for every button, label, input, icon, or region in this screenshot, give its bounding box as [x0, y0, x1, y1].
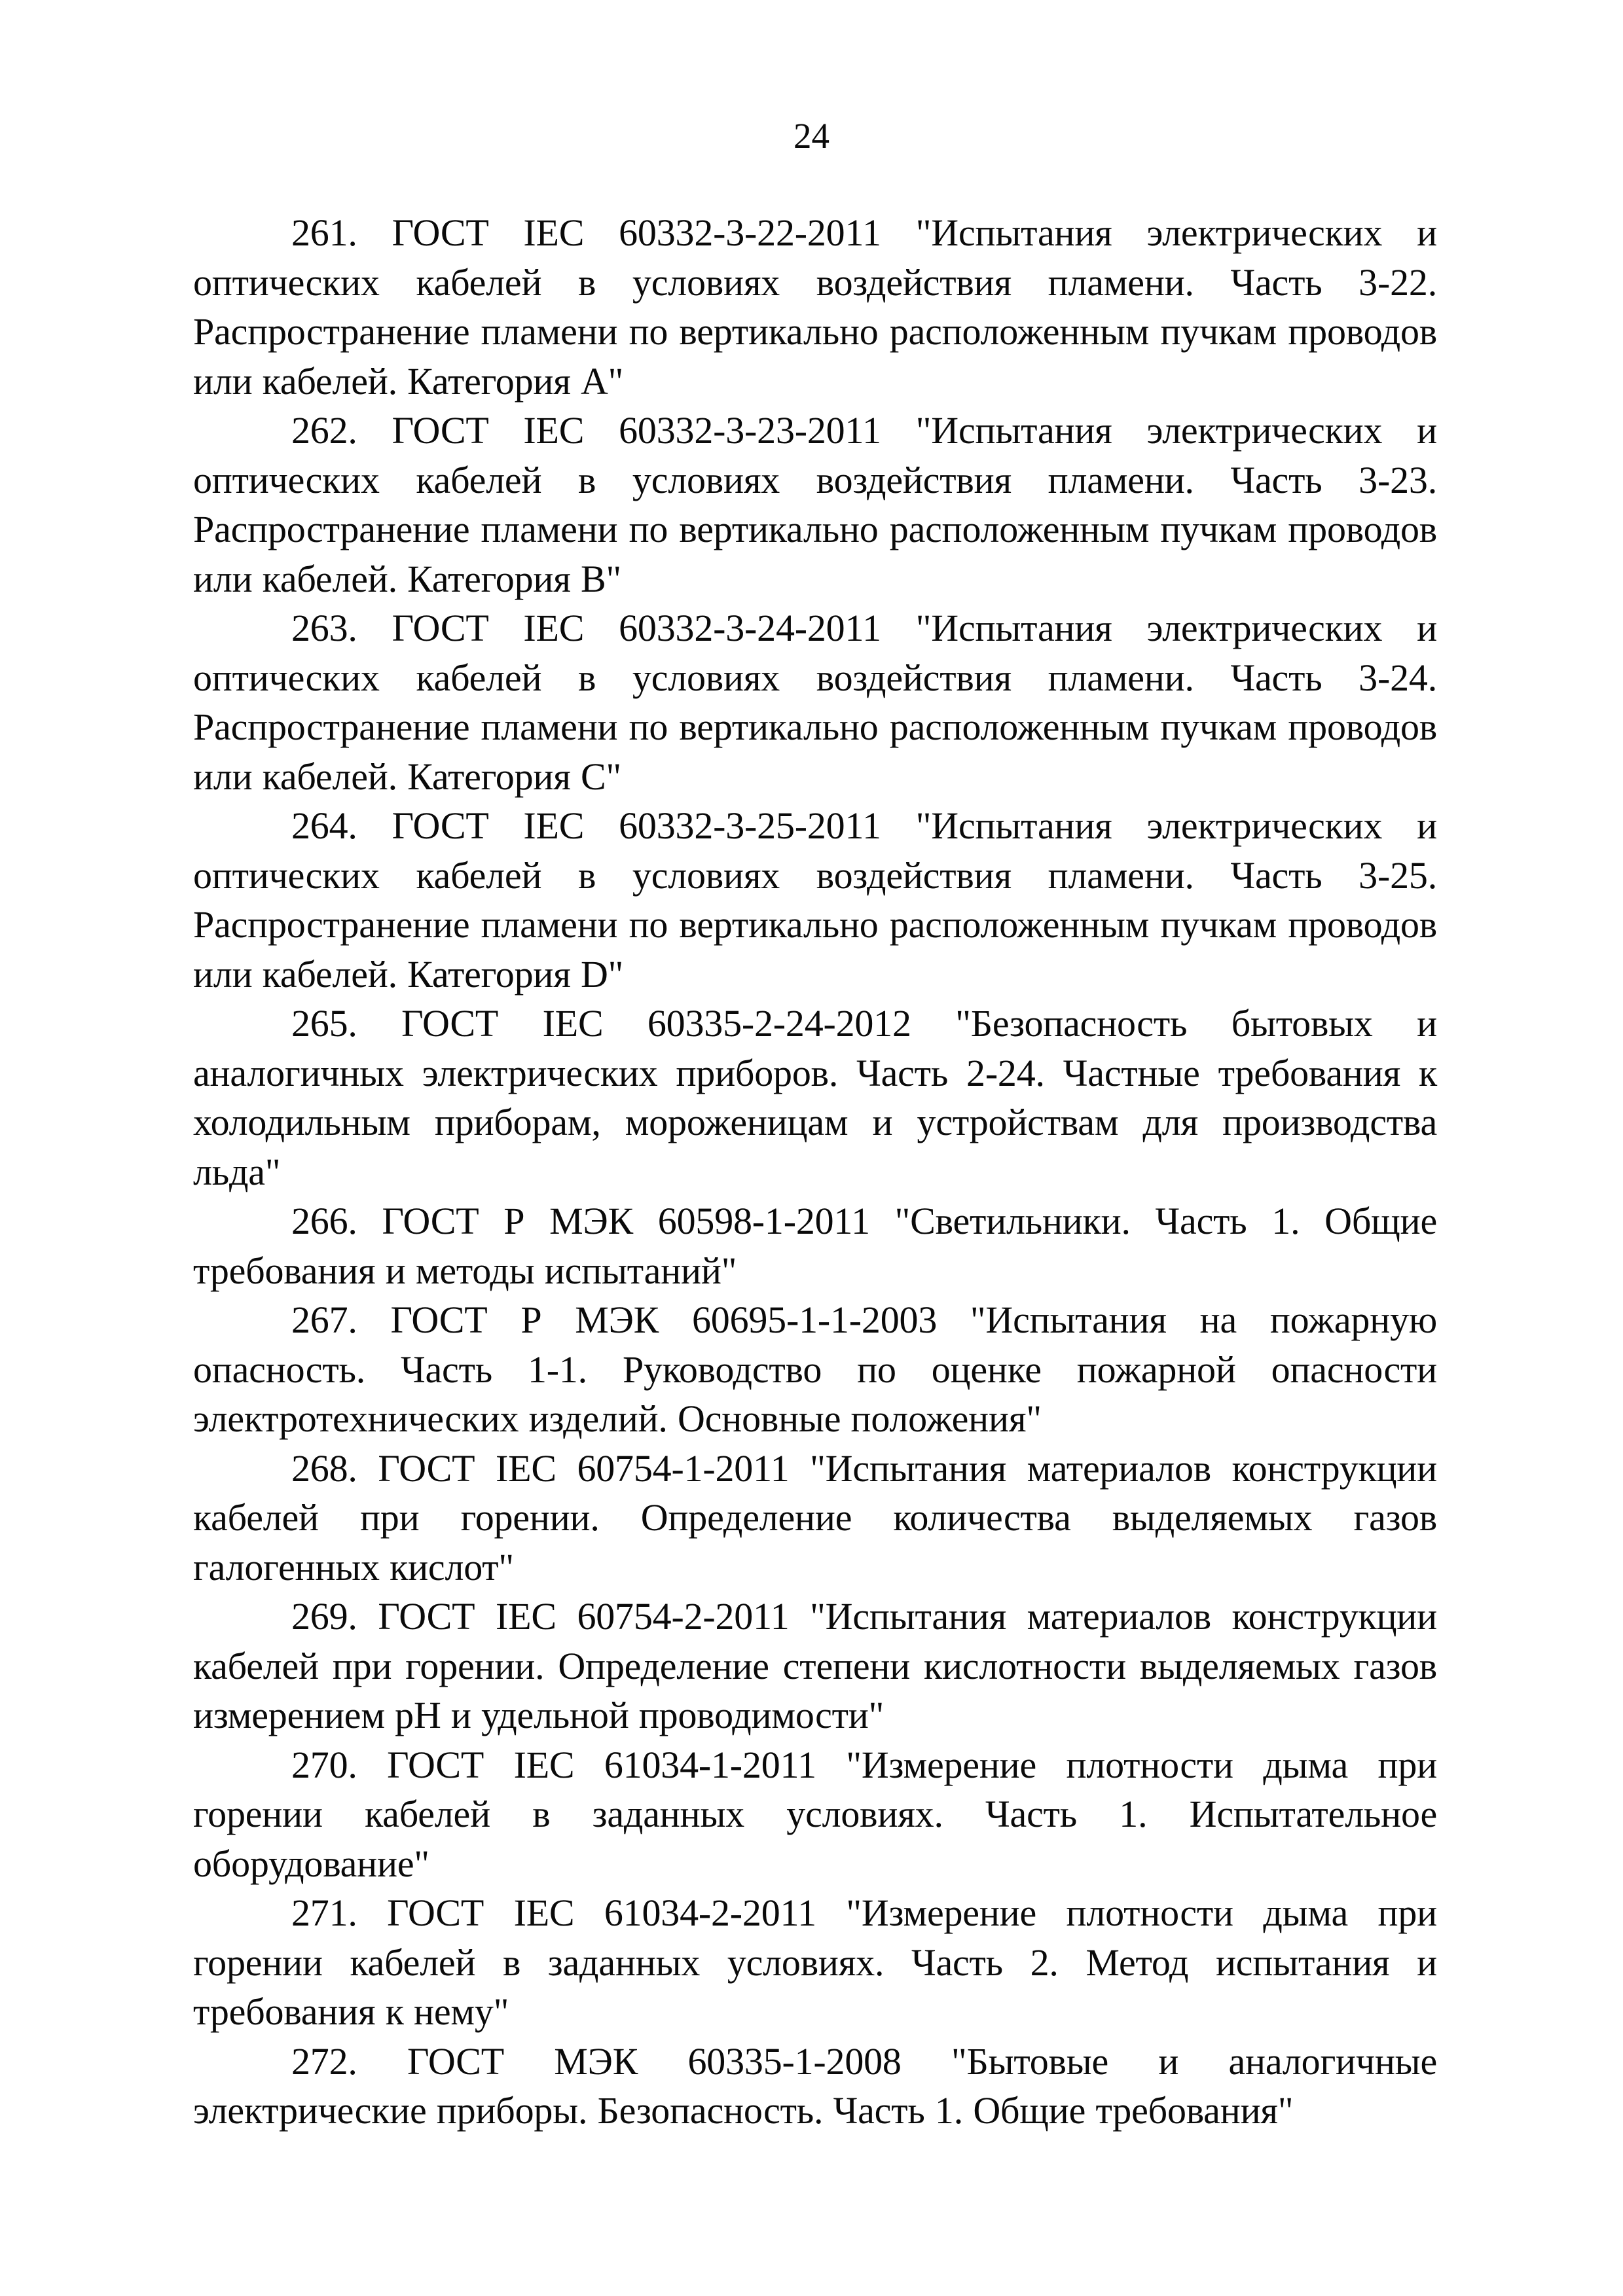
list-item: 262. ГОСТ IEC 60332-3-23-2011 "Испытания электрических и оптических кабелей в условиях воздействия пламени. Часть 3-23. Распространение пламени по вертикально расположенным пучкам проводов или кабелей. Категория B": [193, 409, 1437, 600]
list-item: 267. ГОСТ Р МЭК 60695-1-1-2003 "Испытания на пожарную опасность. Часть 1-1. Руководство по оценке пожарной опасности электротехнических изделий. Основные положения": [193, 1299, 1437, 1440]
standards-list: [193, 208, 1437, 2136]
list-item: 269. ГОСТ IEC 60754-2-2011 "Испытания материалов конструкции кабелей при горении. Определение степени кислотности выделяемых газов измерением pH и удельной проводимости": [193, 1595, 1437, 1736]
list-item: 271. ГОСТ IEC 61034-2-2011 "Измерение плотности дыма при горении кабелей в заданных условиях. Часть 2. Метод испытания и требования к нему": [193, 1892, 1437, 2033]
page-number: 24: [793, 116, 830, 156]
list-item: 266. ГОСТ Р МЭК 60598-1-2011 "Светильники. Часть 1. Общие требования и методы испытаний": [193, 1200, 1437, 1292]
list-item: 263. ГОСТ IEC 60332-3-24-2011 "Испытания электрических и оптических кабелей в условиях воздействия пламени. Часть 3-24. Распространение пламени по вертикально расположенным пучкам проводов или кабелей. Категория C": [193, 607, 1437, 798]
list-item: 264. ГОСТ IEC 60332-3-25-2011 "Испытания электрических и оптических кабелей в условиях воздействия пламени. Часть 3-25. Распространение пламени по вертикально расположенным пучкам проводов или кабелей. Категория D": [193, 804, 1437, 996]
list-item: 272. ГОСТ МЭК 60335-1-2008 "Бытовые и аналогичные электрические приборы. Безопасность. Часть 1. Общие требования": [193, 2039, 1437, 2132]
list-item: 261. ГОСТ IEC 60332-3-22-2011 "Испытания электрических и оптических кабелей в условиях воздействия пламени. Часть 3-22. Распространение пламени по вертикально расположенным пучкам проводов или кабелей. Категория A": [193, 211, 1437, 403]
list-item: 270. ГОСТ IEC 61034-1-2011 "Измерение плотности дыма при горении кабелей в заданных условиях. Часть 1. Испытательное оборудование": [193, 1743, 1437, 1885]
list-item: 268. ГОСТ IEC 60754-1-2011 "Испытания материалов конструкции кабелей при горении. Определение количества выделяемых газов галогенных кислот": [193, 1446, 1437, 1588]
list-item: 265. ГОСТ IEC 60335-2-24-2012 "Безопасность бытовых и аналогичных электрических приборов. Часть 2-24. Частные требования к холодильным приборам, мороженицам и устройствам для производства льда": [193, 1002, 1437, 1193]
